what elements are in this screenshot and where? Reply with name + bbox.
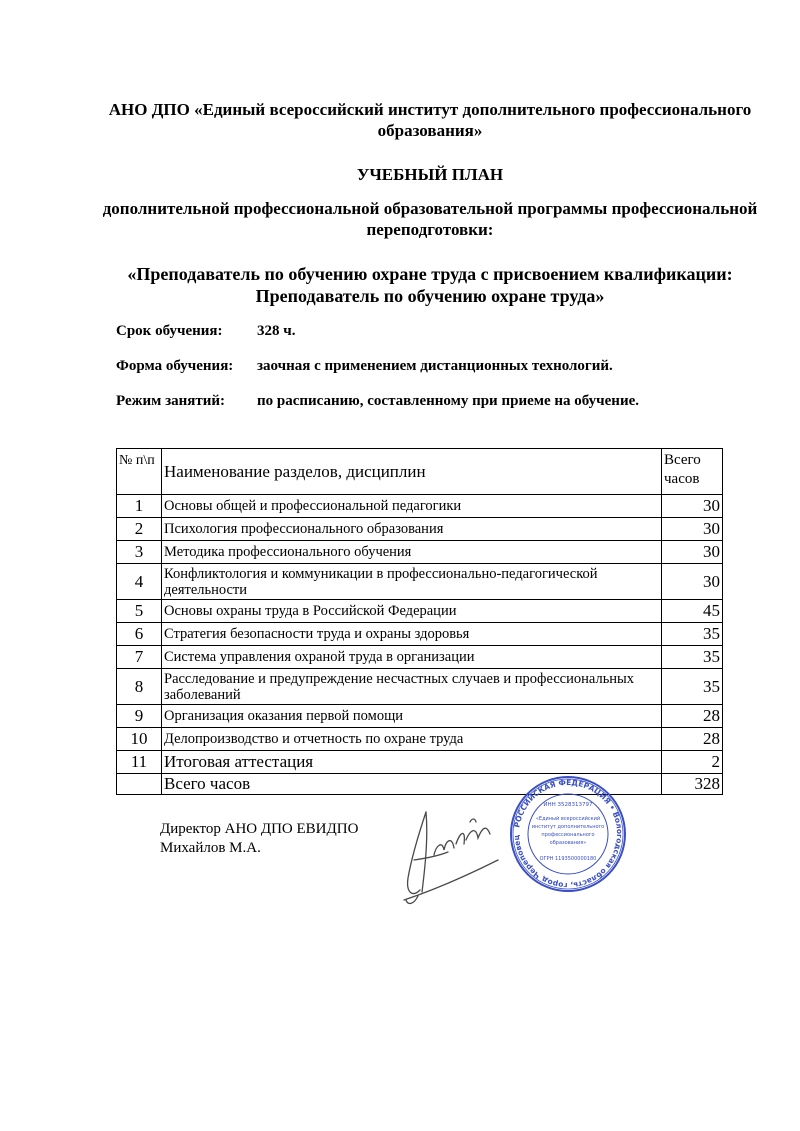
row-hours: 2 [662,751,723,774]
row-name: Психология профессионального образования [162,518,662,541]
row-hours: 30 [662,564,723,600]
row-number: 7 [117,646,162,669]
table-total-row [117,774,723,795]
schedule-value: по расписанию, составленному при приеме на обучение. [257,393,639,409]
table-row [117,751,723,774]
table-row [117,669,723,705]
table-row [117,600,723,623]
table-row [117,705,723,728]
total-hours: 328 [662,774,723,795]
row-hours: 35 [662,669,723,705]
row-name: Система управления охраной труда в организации [162,646,662,669]
schedule-label: Режим занятий: [116,393,226,409]
row-number: 9 [117,705,162,728]
row-hours: 35 [662,623,723,646]
director-position: Директор АНО ДПО ЕВИДПО [160,821,359,837]
row-number: 5 [117,600,162,623]
row-name: Итоговая аттестация [162,751,662,774]
row-hours: 30 [662,518,723,541]
study-form-value: заочная с применением дистанционных технологий. [257,358,613,374]
row-name: Организация оказания первой помощи [162,705,662,728]
duration-label: Срок обучения: [116,323,223,339]
row-hours: 30 [662,495,723,518]
row-hours: 30 [662,541,723,564]
program-name: «Преподаватель по обучению охране труда с присвоением квалификации: Преподаватель по обучению охране труда» [127,264,733,306]
svg-text:РОССИЙСКАЯ ФЕДЕРАЦИЯ • Вологод: РОССИЙСКАЯ ФЕДЕРАЦИЯ • Вологодская область, город Череповец [511,777,625,891]
total-empty-cell [117,774,162,795]
row-name: Делопроизводство и отчетность по охране труда [162,728,662,751]
row-name: Основы общей и профессиональной педагогики [162,495,662,518]
row-number: 3 [117,541,162,564]
row-number: 2 [117,518,162,541]
svg-text:образования»: образования» [549,840,587,846]
row-hours: 35 [662,646,723,669]
row-number: 8 [117,669,162,705]
document-subtitle: дополнительной профессиональной образовательной программы профессиональной переподготовки: [102,199,758,239]
row-number: 10 [117,728,162,751]
table-row [117,518,723,541]
row-name: Стратегия безопасности труда и охраны здоровья [162,623,662,646]
row-number: 4 [117,564,162,600]
table-row [117,564,723,600]
row-hours: 45 [662,600,723,623]
table-row [117,646,723,669]
study-form-label: Форма обучения: [116,358,234,374]
row-hours: 28 [662,728,723,751]
row-hours: 28 [662,705,723,728]
row-number: 11 [117,751,162,774]
svg-text:ИНН 3528313797: ИНН 3528313797 [543,802,593,808]
row-number: 1 [117,495,162,518]
document-title: УЧЕБНЫЙ ПЛАН [356,165,504,184]
row-name: Конфликтология и коммуникации в профессионально-педагогической деятельности [162,564,662,600]
row-name: Расследование и предупреждение несчастных случаев и профессиональных заболеваний [162,669,662,705]
svg-text:«Единый всероссийский: «Единый всероссийский [535,816,601,822]
header-name: Наименование разделов, дисциплин [162,449,662,495]
header-number: № п\п [117,449,162,495]
svg-text:ОГРН 1193500000180: ОГРН 1193500000180 [539,856,597,862]
curriculum-table [116,448,723,795]
table-row [117,495,723,518]
organization-name: АНО ДПО «Единый всероссийский институт дополнительного профессионального образования» [108,100,752,140]
handwritten-signature [398,800,508,910]
header-hours: Всего часов [662,449,723,495]
table-row [117,728,723,751]
table-header-row [117,449,723,495]
signatory-block [160,820,358,858]
svg-text:профессионального: профессионального [541,832,595,838]
director-name: Михайлов М.А. [160,840,261,856]
table-row [117,623,723,646]
official-stamp [508,774,628,894]
total-label: Всего часов [162,774,662,795]
row-name: Методика профессионального обучения [162,541,662,564]
table-row [117,541,723,564]
row-name: Основы охраны труда в Российской Федерации [162,600,662,623]
row-number: 6 [117,623,162,646]
svg-text:институт дополнительного: институт дополнительного [531,824,605,830]
duration-value: 328 ч. [257,323,296,339]
